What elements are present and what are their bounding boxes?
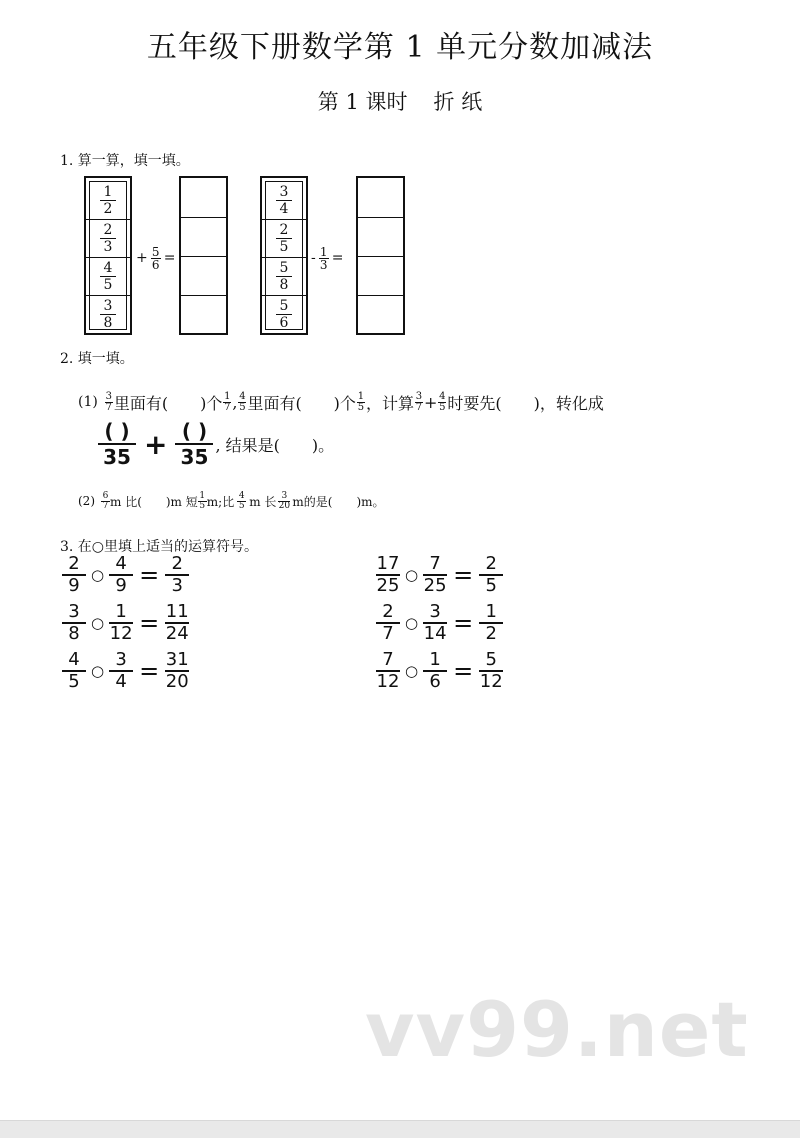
q3-equation: $\frac{2}{9}$ ○ $\frac{4}{9}$ = $\frac{2}{3}$ (62, 554, 189, 596)
fraction: $\frac{3}{4}$ (276, 184, 292, 217)
fraction: $\frac{3}{7}$ (415, 390, 423, 413)
q1-left-answer-column[interactable] (179, 176, 228, 335)
fraction: $\frac{1}{7}$ (224, 390, 231, 413)
q1-left-fraction-column (84, 176, 132, 335)
fraction: $\frac{1}{6}$ (423, 650, 447, 692)
q2-part-1-line-2: $\frac{( )}{35}$ + $\frac{( )}{35}$ , 结果是( )。 (98, 418, 334, 470)
operator-blank-circle[interactable]: ○ (91, 566, 105, 584)
q3-equation: $\frac{17}{25}$ ○ $\frac{7}{25}$ = $\frac{2}{5}$ (376, 554, 503, 596)
fraction: $\frac{3}{8}$ (62, 602, 86, 644)
fraction: $\frac{4}{5}$ (238, 490, 245, 511)
fraction: $\frac{5}{6}$ (276, 298, 292, 331)
fraction: $\frac{3}{20}$ (278, 490, 291, 511)
bottom-scroll-strip (0, 1120, 800, 1138)
q1-right-cell (262, 219, 306, 258)
fraction: $\frac{1}{5}$ (357, 390, 365, 413)
answer-cell[interactable] (181, 217, 226, 257)
fraction: $\frac{1}{2}$ (100, 184, 116, 217)
fraction: $\frac{1}{12}$ (109, 601, 133, 644)
fraction: $\frac{3}{4}$ (109, 650, 133, 692)
question-1-heading: 1. 算一算，填一填。 (60, 153, 190, 169)
fraction: $\frac{2}{9}$ (62, 554, 86, 596)
fraction: $\frac{( )}{35}$ (98, 419, 136, 469)
q1-right-cell (262, 181, 306, 220)
answer-cell[interactable] (358, 217, 403, 257)
fraction: $\frac{5}{12}$ (479, 649, 503, 692)
fraction: $\frac{4}{5}$ (439, 390, 446, 413)
q3-equation: $\frac{4}{5}$ ○ $\frac{3}{4}$ = $\frac{31}{20}$ (62, 650, 189, 692)
answer-cell[interactable] (181, 256, 226, 296)
fraction: $\frac{2}{3}$ (100, 222, 116, 255)
fraction: $\frac{2}{5}$ (276, 222, 292, 255)
fraction: $\frac{3}{8}$ (100, 298, 116, 331)
operator-blank-circle[interactable]: ○ (91, 662, 105, 680)
fraction: $\frac{3}{14}$ (423, 601, 447, 644)
q1-right-cell (262, 295, 306, 333)
fraction: $\frac{2}{3}$ (165, 554, 189, 596)
q2-part-1-line-1: (1) $\frac{3}{7}$ 里面有( )个 $\frac{1}{7}$ , $\frac{4}{5}$ 里面有( )个 $\frac{1}{5}$ ，计算 $\frac{3}{7}$ + $\frac{4}{5}$ 时要先( )，转化成 (78, 390, 604, 413)
q3-equation: $\frac{2}{7}$ ○ $\frac{3}{14}$ = $\frac{1}{2}$ (376, 602, 503, 644)
fraction: $\frac{4}{5}$ (62, 650, 86, 692)
q1-right-operation: - $\frac{1}{3}$ = (311, 244, 344, 272)
fraction: $\frac{1}{2}$ (479, 602, 503, 644)
fraction: $\frac{6}{7}$ (102, 490, 109, 511)
operator-blank-circle[interactable]: ○ (405, 614, 419, 632)
page-subtitle (0, 86, 800, 116)
operator-blank-circle[interactable]: ○ (91, 614, 105, 632)
q2-part-2-line: (2) $\frac{6}{7}$ m 比( )m 短 $\frac{1}{5}$ m;比 $\frac{4}{5}$ m 长 $\frac{3}{20}$ m的是( )m。 (78, 490, 385, 511)
q3-equation: $\frac{3}{8}$ ○ $\frac{1}{12}$ = $\frac{11}{24}$ (62, 602, 189, 644)
fraction: $\frac{17}{25}$ (376, 553, 400, 596)
fraction: $\frac{31}{20}$ (165, 649, 189, 692)
fraction: $\frac{1}{5}$ (199, 490, 206, 511)
lesson-topic: 折 纸 (433, 90, 483, 114)
answer-cell[interactable] (358, 295, 403, 333)
fraction: $\frac{7}{25}$ (423, 553, 447, 596)
lesson-label: 第 1 课时 (317, 90, 408, 114)
q1-left-cell (86, 181, 130, 220)
q1-left-cell (86, 257, 130, 296)
fraction: $\frac{2}{5}$ (479, 554, 503, 596)
fraction: $\frac{( )}{35}$ (175, 419, 213, 469)
fraction: $\frac{4}{5}$ (100, 260, 116, 293)
operator-blank-circle[interactable]: ○ (405, 566, 419, 584)
q3-equation: $\frac{7}{12}$ ○ $\frac{1}{6}$ = $\frac{5}{12}$ (376, 649, 503, 692)
answer-cell[interactable] (358, 178, 403, 218)
fraction: $\frac{3}{7}$ (105, 390, 113, 413)
q1-left-cell (86, 219, 130, 258)
fraction: $\frac{2}{7}$ (376, 602, 400, 644)
fraction: $\frac{5}{6}$ (151, 244, 160, 272)
fraction: $\frac{4}{5}$ (239, 390, 246, 413)
q1-left-cell (86, 295, 130, 333)
fraction: $\frac{4}{9}$ (109, 554, 133, 596)
q1-left-operation: + $\frac{5}{6}$ = (136, 244, 176, 272)
q1-right-answer-column[interactable] (356, 176, 405, 335)
answer-cell[interactable] (181, 295, 226, 333)
page-title: 五年级下册数学第 1 单元分数加减法 (146, 30, 654, 65)
operator-blank-circle[interactable]: ○ (405, 662, 419, 680)
watermark: vv99.net (365, 985, 749, 1074)
question-2-heading: 2. 填一填。 (60, 351, 134, 367)
answer-cell[interactable] (181, 178, 226, 218)
fraction: $\frac{7}{12}$ (376, 649, 400, 692)
fraction: $\frac{11}{24}$ (165, 601, 189, 644)
q1-right-fraction-column (260, 176, 308, 335)
fraction: $\frac{1}{3}$ (319, 244, 328, 272)
fraction: $\frac{5}{8}$ (276, 260, 292, 293)
answer-cell[interactable] (358, 256, 403, 296)
q1-right-cell (262, 257, 306, 296)
question-3-heading: 3. 在○里填上适当的运算符号。 (60, 539, 259, 555)
